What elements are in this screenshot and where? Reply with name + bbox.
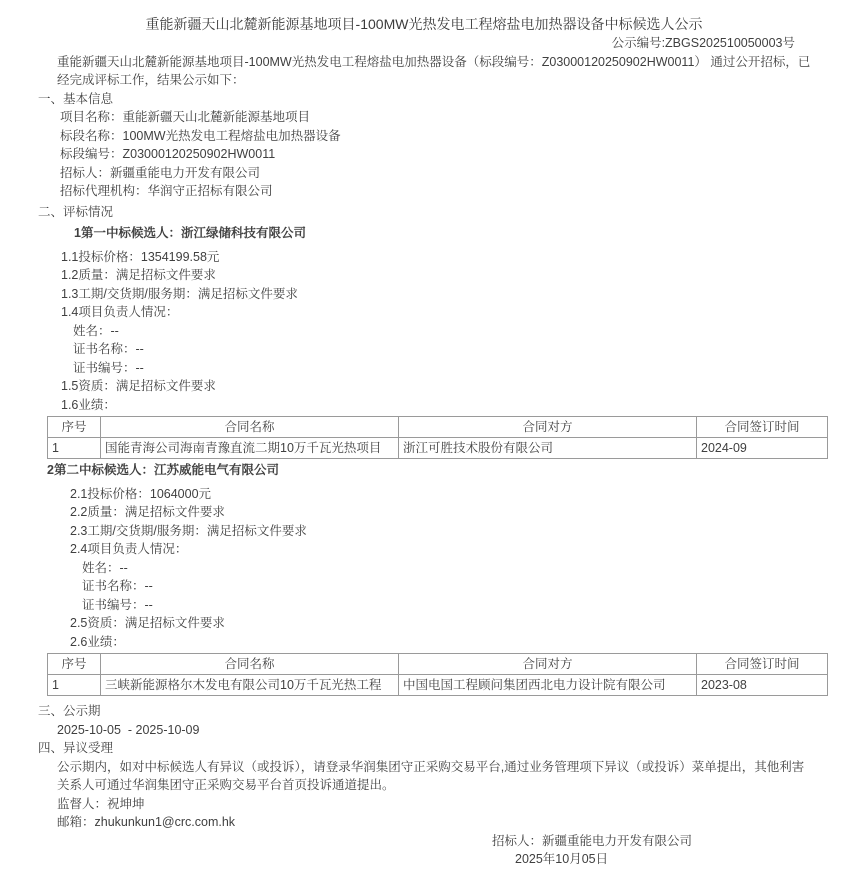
candidate2-quality: 2.2质量：满足招标文件要求 (70, 505, 225, 519)
candidate1-bid-price: 1.1投标价格：1354199.58元 (61, 249, 220, 264)
candidate1-heading: 1第一中标候选人：浙江绿储科技有限公司 (74, 226, 306, 240)
field-tenderer: 招标人：新疆重能电力开发有限公司 (60, 165, 261, 180)
candidate2-heading: 2第二中标候选人：江苏威能电气有限公司 (47, 463, 279, 477)
table-header-sign-date: 合同签订时间 (697, 654, 828, 675)
signature-tenderer: 招标人：新疆重能电力开发有限公司 (492, 833, 693, 848)
page-title: 重能新疆天山北麓新能源基地项目-100MW光热发电工程熔盐电加热器设备中标候选人公示 (145, 16, 703, 32)
candidate1-quality: 1.2质量：满足招标文件要求 (61, 268, 216, 282)
table-cell-contract-party: 浙江可胜技术股份有限公司 (399, 438, 697, 459)
candidate1-performance-table (47, 416, 828, 459)
candidate1-cert-number: 证书编号：-- (73, 360, 144, 375)
candidate2-performance-label: 2.6业绩： (70, 634, 125, 649)
section-heading-objection: 四、异议受理 (38, 741, 114, 755)
table-header-sign-date: 合同签订时间 (697, 417, 828, 438)
table-header-contract-party: 合同对方 (399, 654, 697, 675)
signature-date: 2025年10月05日 (515, 852, 609, 866)
objection-body: 公示期内，如对中标候选人有异议（或投诉），请登录华润集团守正采购交易平台,通过业务管理项下异议（或投诉）菜单提出，其他利害关系人可通过华润集团守正采购交易平台首页投诉通道提出。 (57, 759, 805, 792)
table-cell-sign-date: 2024-09 (697, 438, 828, 459)
section-heading-publicity-period: 三、公示期 (38, 704, 101, 718)
field-section-name: 标段名称：100MW光热发电工程熔盐电加热器设备 (60, 128, 341, 143)
candidate2-bid-price: 2.1投标价格：1064000元 (70, 486, 212, 501)
supervisor-line: 监督人：祝坤坤 (57, 796, 145, 811)
table-cell-contract-party: 中国电国工程顾问集团西北电力设计院有限公司 (399, 675, 697, 696)
candidate2-cert-number: 证书编号：-- (82, 597, 153, 612)
notice-number: 公示编号:ZBGS202510050003号 (611, 36, 795, 50)
candidate1-cert-name: 证书名称：-- (73, 342, 144, 356)
table-cell-sign-date: 2023-08 (697, 675, 828, 696)
candidate1-performance-label: 1.6业绩： (61, 397, 116, 412)
table-header-seq: 序号 (48, 417, 101, 438)
supervisor-email: 邮箱：zhukunkun1@crc.com.hk (57, 815, 236, 829)
candidate2-schedule: 2.3工期/交货期/服务期：满足招标文件要求 (70, 523, 307, 538)
candidate1-schedule: 1.3工期/交货期/服务期：满足招标文件要求 (61, 286, 298, 301)
table-cell-seq: 1 (48, 438, 101, 459)
candidate2-cert-name: 证书名称：-- (82, 579, 153, 593)
candidate2-performance-table (47, 653, 828, 696)
table-header-seq: 序号 (48, 654, 101, 675)
table-header-row (48, 654, 828, 675)
table-row (48, 438, 828, 459)
section-heading-evaluation: 二、评标情况 (38, 204, 114, 219)
table-row (48, 675, 828, 696)
candidate1-manager-heading: 1.4项目负责人情况： (61, 305, 179, 319)
table-cell-contract-name: 国能青海公司海南青豫直流二期10万千瓦光热项目 (101, 438, 399, 459)
intro-paragraph: 重能新疆天山北麓新能源基地项目-100MW光热发电工程熔盐电加热器设备（标段编号：Z03000120250902HW0011） 通过公开招标，已经完成评标工作，结果公示如下： (57, 54, 811, 87)
candidate1-qualification: 1.5资质：满足招标文件要求 (61, 379, 216, 393)
table-cell-seq: 1 (48, 675, 101, 696)
publicity-period-dates: 2025-10-05 - 2025-10-09 (57, 722, 200, 737)
table-header-contract-party: 合同对方 (399, 417, 697, 438)
candidate1-manager-name: 姓名：-- (73, 323, 119, 338)
field-section-number: 标段编号：Z03000120250902HW0011 (60, 147, 276, 161)
notice-document (0, 14, 848, 877)
candidate2-manager-name: 姓名：-- (82, 560, 128, 575)
table-header-row (48, 417, 828, 438)
candidate2-qualification: 2.5资质：满足招标文件要求 (70, 616, 225, 630)
table-cell-contract-name: 三峡新能源格尔木发电有限公司10万千瓦光热工程 (101, 675, 399, 696)
field-project-name: 项目名称：重能新疆天山北麓新能源基地项目 (60, 110, 311, 124)
candidate2-manager-heading: 2.4项目负责人情况： (70, 542, 188, 556)
field-agency: 招标代理机构：华润守正招标有限公司 (60, 184, 273, 198)
table-header-contract-name: 合同名称 (101, 417, 399, 438)
table-header-contract-name: 合同名称 (101, 654, 399, 675)
section-heading-basic-info: 一、基本信息 (38, 91, 114, 106)
